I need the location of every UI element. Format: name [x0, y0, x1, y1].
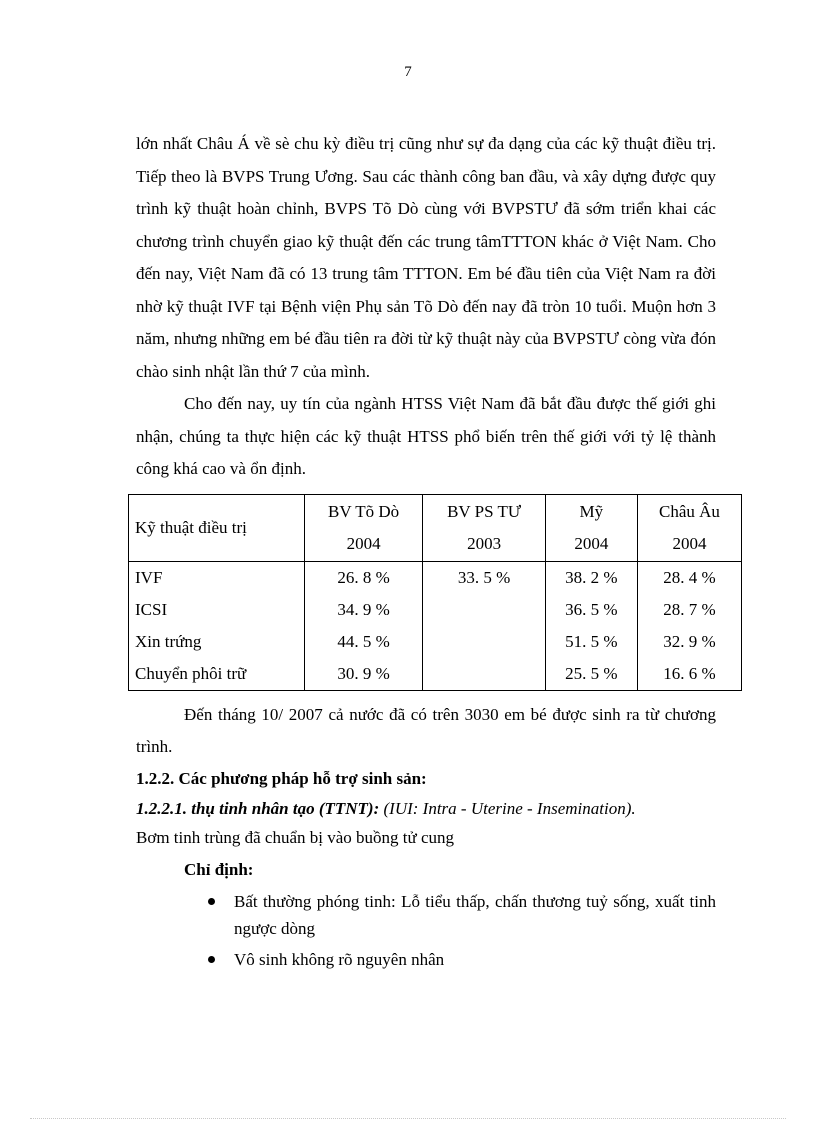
list-item: Bất thường phóng tinh: Lỗ tiểu thấp, chấn thương tuỷ sống, xuất tinh ngược dòng — [206, 888, 716, 942]
table-cell: 26. 8 % — [304, 561, 422, 594]
page-number: 7 — [404, 64, 412, 80]
table-row — [129, 561, 742, 594]
table-cell: 36. 5 % — [545, 594, 637, 626]
table-header-technique: Kỹ thuật điều trị — [129, 494, 305, 561]
bullet-dot-icon — [208, 956, 215, 963]
subsection-heading — [136, 794, 716, 824]
table-cell: 28. 4 % — [637, 561, 741, 594]
table-cell: 16. 6 % — [637, 658, 741, 691]
table-header-row — [129, 494, 742, 561]
table-cell — [423, 626, 545, 658]
subsection-title: thụ tinh nhân tạo (TTNT): — [187, 798, 380, 818]
paragraph-1: lớn nhất Châu Á về sè chu kỳ điều trị cũng như sự đa dạng của các kỹ thuật điều trị. Tiếp theo là BVPS Trung Ương. Sau các thành công ban đầu, và xây dựng được quy trình kỹ thuật hoàn chỉnh, BVPS Tõ Dò cùng với BVPSTƯ đã sớm triển khai các chương trình chuyển giao kỹ thuật đến các trung tâmTTTON khác ở Việt Nam. Cho đến nay, Việt Nam đã có 13 trung tâm TTTON. Em bé đầu tiên của Việt Nam ra đời nhờ kỹ thuật IVF tại Bệnh viện Phụ sản Tõ Dò đến nay đã tròn 10 tuổi. Muộn hơn 3 năm, nhưng những em bé đầu tiên ra đời từ kỹ thuật này của BVPSTƯ còng vừa đón chào sinh nhật lần thứ 7 của mình. — [136, 134, 716, 381]
table-cell: 32. 9 % — [637, 626, 741, 658]
table-header-col-3: Mỹ 2004 — [545, 494, 637, 561]
paragraph-2: Cho đến nay, uy tín của ngành HTSS Việt Nam đã bắt đầu được thế giới ghi nhận, chúng ta thực hiện các kỹ thuật HTSS phổ biến trên thế giới với tỷ lệ thành công khá cao và ổn định. — [136, 394, 716, 478]
table-cell: 51. 5 % — [545, 626, 637, 658]
paragraph-3: Đến tháng 10/ 2007 cả nước đã có trên 3030 em bé được sinh ra từ chương trình. — [136, 704, 716, 756]
table-cell: 38. 2 % — [545, 561, 637, 594]
table-header-col-2: BV PS TƯ 2003 — [423, 494, 545, 561]
table-header-col-1: BV Tõ Dò 2004 — [304, 494, 422, 561]
method-description: Bơm tinh trùng đã chuẩn bị vào buồng tử cung — [136, 827, 455, 847]
table-cell — [423, 658, 545, 691]
table-cell-label: ICSI — [129, 594, 305, 626]
indication-label: Chỉ định: — [184, 859, 254, 879]
table-cell: 25. 5 % — [545, 658, 637, 691]
table-row — [129, 658, 742, 691]
table-cell-label: Chuyển phôi trữ — [129, 658, 305, 691]
section-heading: 1.2.2. Các phương pháp hỗ trợ sinh sản: — [136, 768, 427, 788]
table-cell: 34. 9 % — [304, 594, 422, 626]
bullet-dot-icon — [208, 898, 215, 905]
table-header-col-4: Châu Âu 2004 — [637, 494, 741, 561]
success-rate-table — [128, 494, 742, 691]
table-cell-label: Xin trứng — [129, 626, 305, 658]
indication-list — [206, 888, 716, 973]
table-cell: 44. 5 % — [304, 626, 422, 658]
table-cell-label: IVF — [129, 561, 305, 594]
table-cell: 30. 9 % — [304, 658, 422, 691]
page-footer-rule — [30, 1118, 786, 1119]
table-cell: 28. 7 % — [637, 594, 741, 626]
list-item: Vô sinh không rõ nguyên nhân — [206, 946, 716, 973]
table-row — [129, 626, 742, 658]
subsection-note: (IUI: Intra - Uterine - Insemination). — [379, 798, 636, 818]
table-row — [129, 594, 742, 626]
table-cell — [423, 594, 545, 626]
document-body — [135, 128, 720, 973]
subsection-number: 1.2.2.1. — [136, 798, 187, 818]
table-cell: 33. 5 % — [423, 561, 545, 594]
